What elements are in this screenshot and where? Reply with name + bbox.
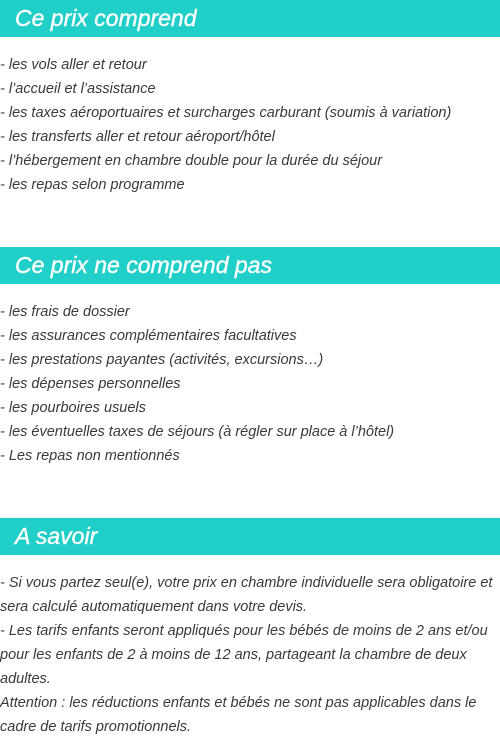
note-paragraph: - Si vous partez seul(e), votre prix en chambre individuelle sera obligatoire et sera calculé automatiquement dans votre devis. [0, 575, 493, 615]
list-item: - les dépenses personnelles [0, 376, 181, 392]
list-item: - les frais de dossier [0, 304, 130, 320]
list-item: - les assurances complémentaires facultatives [0, 328, 297, 344]
note-paragraph: - Les tarifs enfants seront appliqués pour les bébés de moins de 2 ans et/ou pour les enfants de 2 à moins de 12 ans, partageant la chambre de deux adultes. [0, 623, 488, 687]
section-title-included: Ce prix comprend [0, 0, 500, 37]
list-item: - les transferts aller et retour aéroport/hôtel [0, 129, 275, 145]
list-item: - les pourboires usuels [0, 400, 146, 416]
list-item: - les taxes aéroportuaires et surcharges carburant (soumis à variation) [0, 105, 452, 121]
list-item: - l’hébergement en chambre double pour la durée du séjour [0, 153, 383, 169]
list-item: - les éventuelles taxes de séjours (à régler sur place à l’hôtel) [0, 424, 395, 440]
section-included [0, 0, 500, 197]
list-item: - les repas selon programme [0, 177, 185, 193]
list-item: - les vols aller et retour [0, 57, 147, 73]
section-title-notes: A savoir [0, 518, 500, 555]
section-excluded [0, 247, 500, 468]
included-list [0, 53, 500, 197]
notes-body [0, 571, 500, 739]
note-paragraph: Attention : les réductions enfants et bébés ne sont pas applicables dans le cadre de tarifs promotionnels. [0, 695, 477, 735]
list-item: - Les repas non mentionnés [0, 448, 180, 464]
excluded-list [0, 300, 500, 468]
section-notes [0, 518, 500, 739]
list-item: - les prestations payantes (activités, excursions…) [0, 352, 324, 368]
section-title-excluded: Ce prix ne comprend pas [0, 247, 500, 284]
list-item: - l’accueil et l’assistance [0, 81, 156, 97]
